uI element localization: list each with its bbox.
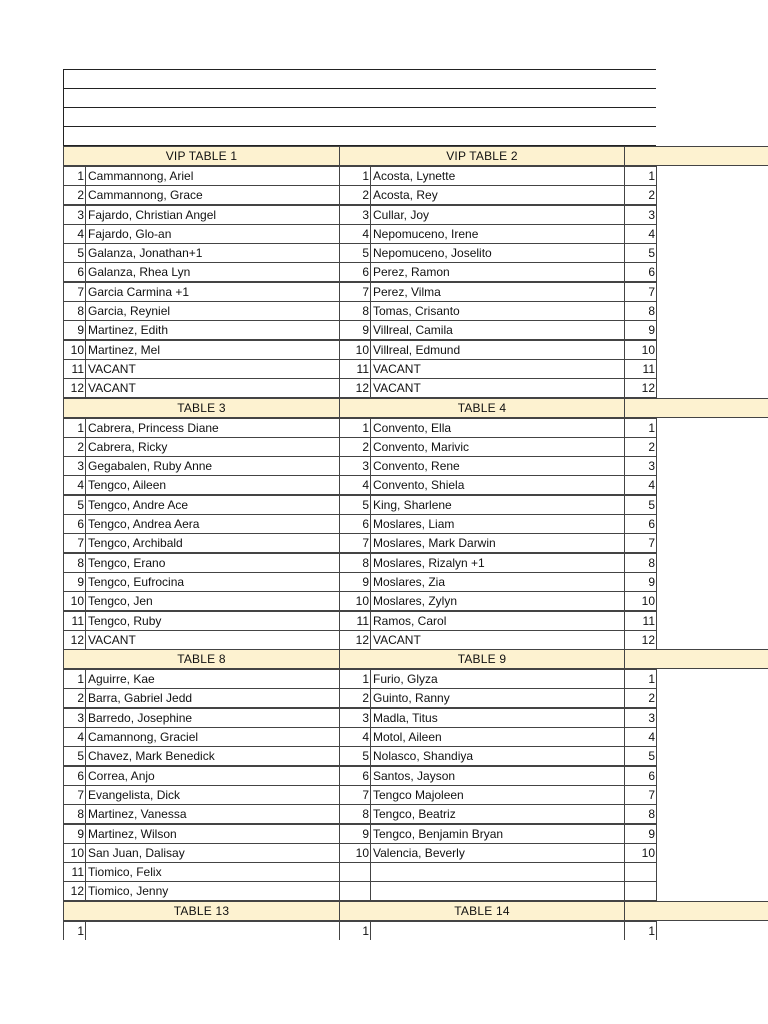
seat-number[interactable]: 7 [63, 785, 86, 805]
guest-name[interactable]: Correa, Anjo [85, 766, 340, 786]
table-row [63, 437, 768, 456]
table-row [63, 843, 768, 862]
guest-name[interactable]: Fajardo, Glo-an [85, 224, 340, 244]
guest-name[interactable]: Barra, Gabriel Jedd [85, 688, 340, 708]
table-row [63, 475, 768, 494]
table-header-row [63, 146, 768, 166]
seat-number[interactable]: 5 [63, 746, 86, 766]
seating-spreadsheet [63, 69, 768, 940]
guest-name[interactable] [370, 881, 625, 901]
seat-number[interactable]: 12 [624, 630, 657, 650]
guest-name[interactable]: Galanza, Rhea Lyn [85, 262, 340, 282]
guest-name[interactable]: Tengco, Eufrocina [85, 572, 340, 592]
guest-name[interactable]: VACANT [85, 359, 340, 379]
seat-number[interactable]: 4 [63, 224, 86, 244]
seat-number[interactable]: 3 [624, 456, 657, 476]
seat-number[interactable]: 10 [339, 591, 371, 611]
seat-number[interactable]: 3 [63, 456, 86, 476]
seat-number[interactable]: 3 [339, 456, 371, 476]
seat-number[interactable]: 10 [624, 340, 657, 360]
guest-name[interactable]: Valencia, Beverly [370, 843, 625, 863]
tables-grid [63, 146, 768, 940]
guest-name[interactable]: Garcia, Reyniel [85, 301, 340, 321]
seat-number[interactable]: 9 [624, 824, 657, 844]
guest-name[interactable]: Tiomico, Jenny [85, 881, 340, 901]
seat-number[interactable]: 6 [624, 514, 657, 534]
guest-name[interactable]: VACANT [370, 378, 625, 398]
guest-name[interactable]: Tengco, Aileen [85, 475, 340, 495]
seat-number[interactable]: 9 [63, 572, 86, 592]
guest-name[interactable]: Martinez, Vanessa [85, 804, 340, 824]
table-row [63, 320, 768, 339]
seat-number[interactable]: 1 [339, 418, 371, 438]
seat-number[interactable]: 2 [339, 437, 371, 457]
seat-number[interactable]: 6 [339, 262, 371, 282]
seat-number[interactable]: 11 [63, 611, 86, 631]
seat-number[interactable]: 3 [63, 708, 86, 728]
guest-name[interactable]: VACANT [85, 630, 340, 650]
guest-name[interactable]: Cammannong, Grace [85, 185, 340, 205]
seat-number[interactable]: 6 [63, 514, 86, 534]
seat-number[interactable]: 1 [624, 418, 657, 438]
seat-number[interactable] [339, 881, 371, 901]
guest-name[interactable]: Tengco, Benjamin Bryan [370, 824, 625, 844]
seat-number[interactable]: 12 [339, 378, 371, 398]
seat-number[interactable]: 1 [63, 418, 86, 438]
seat-number[interactable]: 2 [624, 688, 657, 708]
seat-number[interactable]: 2 [624, 437, 657, 457]
table-title [624, 649, 768, 669]
guest-name[interactable]: Furio, Glyza [370, 669, 625, 689]
seat-number[interactable]: 2 [624, 185, 657, 205]
table-title: TABLE 14 [339, 901, 625, 921]
seat-number[interactable]: 8 [63, 553, 86, 573]
table-row [63, 553, 768, 572]
seat-number[interactable]: 3 [624, 205, 657, 225]
guest-name[interactable] [370, 862, 625, 882]
seat-number[interactable]: 4 [339, 475, 371, 495]
guest-name[interactable]: Camannong, Graciel [85, 727, 340, 747]
seat-number[interactable] [624, 881, 657, 901]
seat-number[interactable]: 8 [339, 301, 371, 321]
seat-number[interactable]: 2 [339, 688, 371, 708]
seat-number[interactable]: 6 [624, 262, 657, 282]
seat-number[interactable]: 6 [339, 766, 371, 786]
seat-number[interactable]: 7 [339, 785, 371, 805]
seat-number[interactable]: 9 [339, 320, 371, 340]
seat-number[interactable]: 7 [63, 282, 86, 302]
seat-number[interactable]: 8 [339, 553, 371, 573]
table-row [63, 630, 768, 649]
table-title: TABLE 4 [339, 398, 625, 418]
seat-number[interactable]: 11 [339, 611, 371, 631]
guest-name[interactable]: Nolasco, Shandiya [370, 746, 625, 766]
blank-row [63, 88, 656, 107]
seat-number[interactable]: 7 [339, 533, 371, 553]
guest-name[interactable]: Santos, Jayson [370, 766, 625, 786]
seat-number[interactable]: 1 [63, 669, 86, 689]
guest-name[interactable]: Martinez, Mel [85, 340, 340, 360]
seat-number[interactable]: 7 [339, 282, 371, 302]
seat-number[interactable]: 2 [63, 688, 86, 708]
seat-number[interactable]: 12 [63, 630, 86, 650]
table-row [63, 824, 768, 843]
seat-number[interactable]: 6 [339, 514, 371, 534]
table-row [63, 533, 768, 552]
table-header-row [63, 649, 768, 669]
seat-number[interactable]: 5 [339, 495, 371, 515]
seat-number[interactable]: 6 [624, 766, 657, 786]
seat-number[interactable]: 11 [63, 359, 86, 379]
guest-name[interactable]: Tiomico, Felix [85, 862, 340, 882]
guest-name[interactable]: Motol, Aileen [370, 727, 625, 747]
seat-number[interactable]: 1 [339, 669, 371, 689]
guest-name[interactable]: Evangelista, Dick [85, 785, 340, 805]
guest-name[interactable]: Tengco Majoleen [370, 785, 625, 805]
seat-number[interactable]: 5 [63, 243, 86, 263]
seat-number[interactable]: 8 [624, 301, 657, 321]
seat-number[interactable]: 8 [624, 553, 657, 573]
table-row [63, 688, 768, 707]
guest-name[interactable]: Perez, Ramon [370, 262, 625, 282]
seat-number[interactable]: 4 [339, 727, 371, 747]
guest-name[interactable]: Tengco, Andre Ace [85, 495, 340, 515]
seat-number[interactable]: 2 [63, 185, 86, 205]
table-title [624, 146, 768, 166]
seat-number[interactable]: 7 [624, 533, 657, 553]
table-row [63, 495, 768, 514]
guest-name[interactable]: Ramos, Carol [370, 611, 625, 631]
seat-number[interactable]: 11 [624, 359, 657, 379]
table-row [63, 378, 768, 397]
guest-name[interactable]: VACANT [85, 378, 340, 398]
guest-name[interactable]: Cammannong, Ariel [85, 166, 340, 186]
guest-name[interactable]: Perez, Vilma [370, 282, 625, 302]
seat-number[interactable]: 2 [63, 437, 86, 457]
seat-number[interactable]: 1 [339, 166, 371, 186]
table-row [63, 669, 768, 688]
table-header-row [63, 398, 768, 418]
seat-number[interactable]: 1 [624, 669, 657, 689]
guest-name[interactable]: Convento, Rene [370, 456, 625, 476]
table-row [63, 243, 768, 262]
table-row [63, 727, 768, 746]
guest-name[interactable]: Nepomuceno, Joselito [370, 243, 625, 263]
seat-number[interactable]: 4 [63, 475, 86, 495]
seat-number[interactable]: 10 [339, 340, 371, 360]
seat-number[interactable]: 9 [624, 572, 657, 592]
guest-name[interactable]: Nepomuceno, Irene [370, 224, 625, 244]
table-row [63, 766, 768, 785]
guest-name[interactable] [370, 921, 625, 940]
guest-name[interactable]: VACANT [370, 359, 625, 379]
seat-number[interactable] [339, 862, 371, 882]
seat-number[interactable]: 8 [339, 804, 371, 824]
seat-number[interactable]: 5 [624, 746, 657, 766]
guest-name[interactable]: Tengco, Andrea Aera [85, 514, 340, 534]
blank-row [63, 107, 656, 126]
table-row [63, 224, 768, 243]
guest-name[interactable]: Tomas, Crisanto [370, 301, 625, 321]
table-title: VIP TABLE 2 [339, 146, 625, 166]
seat-number[interactable]: 3 [339, 708, 371, 728]
guest-name[interactable]: Convento, Ella [370, 418, 625, 438]
seat-number[interactable]: 1 [63, 166, 86, 186]
guest-name[interactable]: Guinto, Ranny [370, 688, 625, 708]
table-row [63, 881, 768, 900]
guest-name[interactable]: Tengco, Erano [85, 553, 340, 573]
seat-number[interactable]: 5 [63, 495, 86, 515]
seat-number[interactable]: 9 [339, 572, 371, 592]
table-row [63, 456, 768, 475]
guest-name[interactable]: Cabrera, Ricky [85, 437, 340, 457]
seat-number[interactable]: 1 [624, 166, 657, 186]
table-row [63, 611, 768, 630]
guest-name[interactable]: Moslares, Zia [370, 572, 625, 592]
guest-name[interactable]: Barredo, Josephine [85, 708, 340, 728]
seat-number[interactable]: 11 [624, 611, 657, 631]
seat-number[interactable]: 11 [63, 862, 86, 882]
guest-name[interactable]: Madla, Titus [370, 708, 625, 728]
table-row [63, 514, 768, 533]
table-title: TABLE 13 [63, 901, 340, 921]
guest-name[interactable]: Villreal, Edmund [370, 340, 625, 360]
seat-number[interactable]: 11 [339, 359, 371, 379]
seat-number[interactable]: 4 [624, 224, 657, 244]
seat-number[interactable]: 5 [339, 746, 371, 766]
guest-name[interactable]: Aguirre, Kae [85, 669, 340, 689]
seat-number[interactable]: 9 [339, 824, 371, 844]
seat-number[interactable]: 9 [63, 824, 86, 844]
seat-number[interactable]: 10 [624, 591, 657, 611]
seat-number[interactable]: 10 [624, 843, 657, 863]
seat-number[interactable]: 1 [339, 921, 371, 940]
table-row [63, 282, 768, 301]
seat-number[interactable]: 4 [624, 475, 657, 495]
seat-number[interactable]: 8 [63, 804, 86, 824]
seat-number[interactable]: 8 [624, 804, 657, 824]
guest-name[interactable]: Acosta, Rey [370, 185, 625, 205]
table-row [63, 708, 768, 727]
seat-number[interactable]: 12 [624, 378, 657, 398]
seat-number[interactable]: 12 [63, 881, 86, 901]
blank-row [63, 126, 656, 146]
table-row [63, 359, 768, 378]
blank-row [63, 69, 656, 88]
seat-number[interactable]: 7 [63, 533, 86, 553]
seat-number[interactable] [624, 862, 657, 882]
table-row [63, 166, 768, 185]
seat-number[interactable]: 3 [339, 205, 371, 225]
table-title: VIP TABLE 1 [63, 146, 340, 166]
guest-name[interactable]: San Juan, Dalisay [85, 843, 340, 863]
seat-number[interactable]: 5 [624, 243, 657, 263]
guest-name[interactable]: Martinez, Wilson [85, 824, 340, 844]
guest-name[interactable]: Acosta, Lynette [370, 166, 625, 186]
seat-number[interactable]: 10 [63, 340, 86, 360]
seat-number[interactable]: 9 [63, 320, 86, 340]
table-row [63, 572, 768, 591]
seat-number[interactable]: 5 [624, 495, 657, 515]
guest-name[interactable]: Cullar, Joy [370, 205, 625, 225]
guest-name[interactable]: Tengco, Jen [85, 591, 340, 611]
table-row [63, 804, 768, 823]
guest-name[interactable]: Chavez, Mark Benedick [85, 746, 340, 766]
seat-number[interactable]: 6 [63, 766, 86, 786]
table-row [63, 591, 768, 610]
table-title: TABLE 9 [339, 649, 625, 669]
guest-name[interactable]: Villreal, Camila [370, 320, 625, 340]
guest-name[interactable]: Moslares, Zylyn [370, 591, 625, 611]
guest-name[interactable]: Fajardo, Christian Angel [85, 205, 340, 225]
guest-name[interactable]: VACANT [370, 630, 625, 650]
seat-number[interactable]: 10 [339, 843, 371, 863]
seat-number[interactable]: 1 [624, 921, 657, 940]
table-row [63, 921, 768, 940]
guest-name[interactable]: Moslares, Rizalyn +1 [370, 553, 625, 573]
guest-name[interactable]: Galanza, Jonathan+1 [85, 243, 340, 263]
seat-number[interactable]: 5 [339, 243, 371, 263]
seat-number[interactable]: 4 [624, 727, 657, 747]
seat-number[interactable]: 12 [339, 630, 371, 650]
table-title [624, 901, 768, 921]
guest-name[interactable]: King, Sharlene [370, 495, 625, 515]
guest-name[interactable]: Gegabalen, Ruby Anne [85, 456, 340, 476]
seat-number[interactable]: 10 [63, 843, 86, 863]
guest-name[interactable]: Tengco, Beatriz [370, 804, 625, 824]
table-row [63, 785, 768, 804]
guest-name[interactable]: Moslares, Liam [370, 514, 625, 534]
guest-name[interactable]: Cabrera, Princess Diane [85, 418, 340, 438]
table-title: TABLE 3 [63, 398, 340, 418]
table-row [63, 340, 768, 359]
table-title [624, 398, 768, 418]
table-row [63, 418, 768, 437]
seat-number[interactable]: 8 [63, 301, 86, 321]
seat-number[interactable]: 3 [63, 205, 86, 225]
seat-number[interactable]: 4 [339, 224, 371, 244]
seat-number[interactable]: 3 [624, 708, 657, 728]
seat-number[interactable]: 7 [624, 785, 657, 805]
table-header-row [63, 901, 768, 921]
guest-name[interactable]: Moslares, Mark Darwin [370, 533, 625, 553]
guest-name[interactable]: Convento, Marivic [370, 437, 625, 457]
seat-number[interactable]: 10 [63, 591, 86, 611]
guest-name[interactable] [85, 921, 340, 940]
seat-number[interactable]: 1 [63, 921, 86, 940]
table-row [63, 862, 768, 881]
table-title: TABLE 8 [63, 649, 340, 669]
seat-number[interactable]: 12 [63, 378, 86, 398]
table-row [63, 262, 768, 281]
seat-number[interactable]: 9 [624, 320, 657, 340]
table-row [63, 185, 768, 204]
guest-name[interactable]: Garcia Carmina +1 [85, 282, 340, 302]
table-row [63, 746, 768, 765]
table-row [63, 205, 768, 224]
seat-number[interactable]: 2 [339, 185, 371, 205]
seat-number[interactable]: 4 [63, 727, 86, 747]
guest-name[interactable]: Tengco, Archibald [85, 533, 340, 553]
guest-name[interactable]: Tengco, Ruby [85, 611, 340, 631]
seat-number[interactable]: 7 [624, 282, 657, 302]
seat-number[interactable]: 6 [63, 262, 86, 282]
guest-name[interactable]: Convento, Shiela [370, 475, 625, 495]
guest-name[interactable]: Martinez, Edith [85, 320, 340, 340]
table-row [63, 301, 768, 320]
